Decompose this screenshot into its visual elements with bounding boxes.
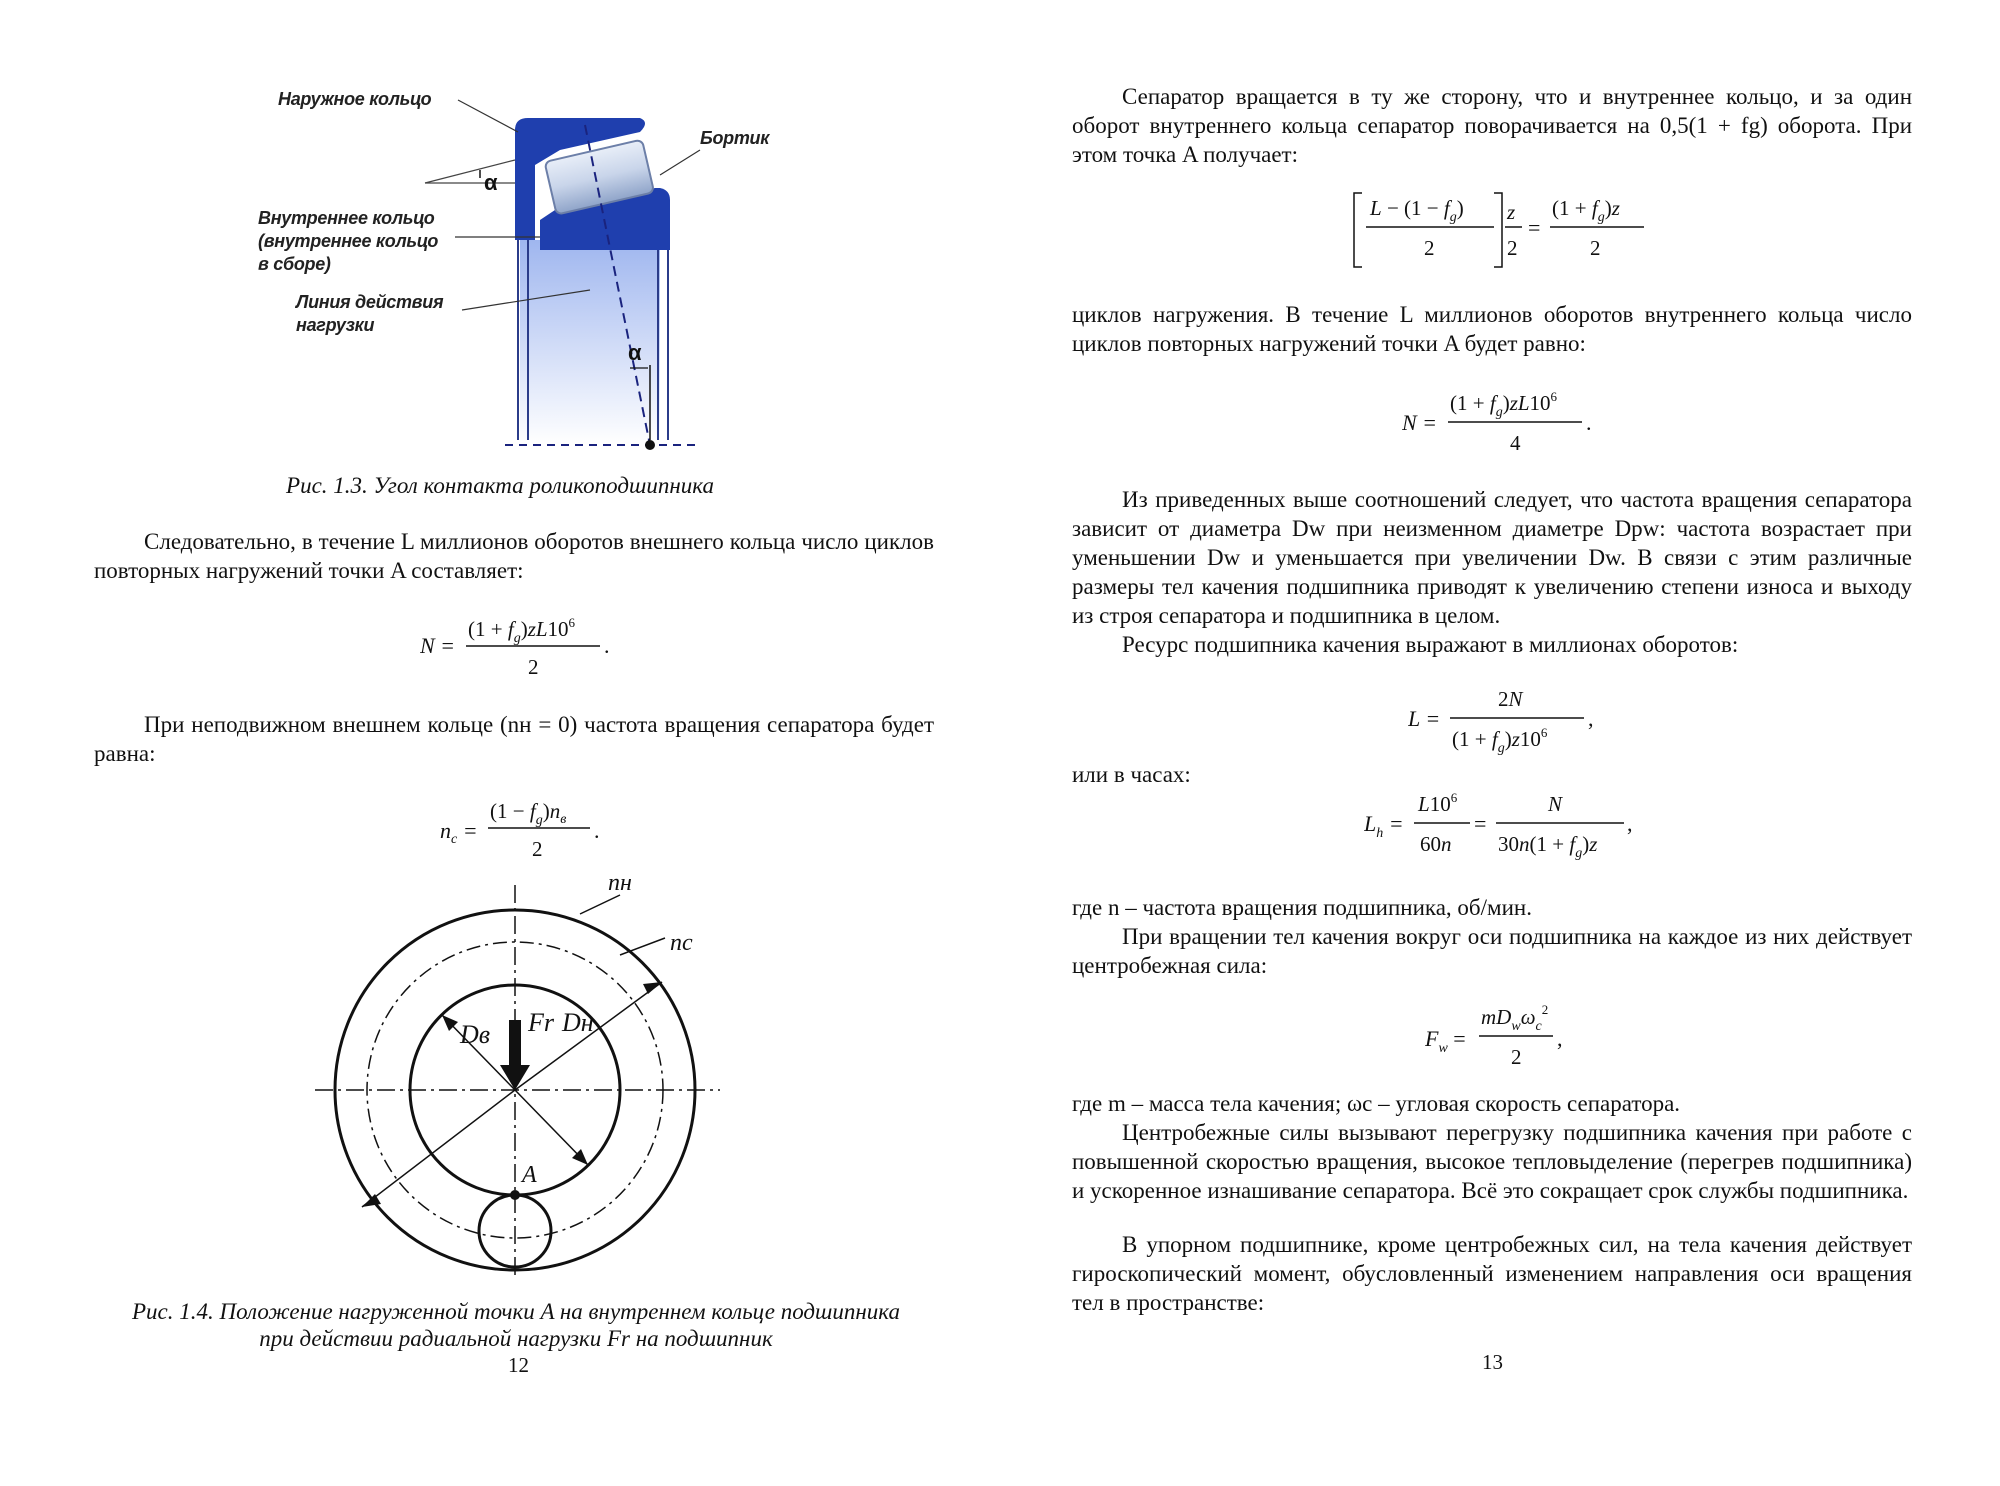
- svg-text:Fw =: $F_w$ =: [1425, 1026, 1466, 1056]
- svg-text:(1 + fg)z: $(1 + f_g)z$: [1552, 196, 1620, 225]
- svg-text:N =: N =: [1402, 410, 1438, 435]
- svg-text:4: 4: [1510, 431, 1521, 455]
- page-number-left: 12: [508, 1353, 529, 1377]
- svg-text:,: ,: [1588, 706, 1594, 731]
- label-n-cage: nc: [670, 930, 693, 956]
- svg-text:.: .: [1586, 410, 1592, 435]
- svg-text:z: z: [1507, 200, 1516, 224]
- svg-text:,: ,: [1557, 1026, 1563, 1051]
- left-formula-2: [440, 786, 620, 866]
- label-alpha-lower: α: [628, 340, 642, 365]
- figure-1-3-caption: Рис. 1.3. Угол контакта роликоподшипника: [286, 473, 714, 498]
- label-inner-ring-2: (внутреннее кольцо: [258, 231, 439, 251]
- page-number-right: 13: [1482, 1350, 1503, 1374]
- svg-text:nc =: $n_c$ =: [440, 818, 478, 847]
- label-n-outer: nн: [608, 870, 632, 896]
- right-formula-3: [1408, 680, 1608, 760]
- figure-1-3: [0, 0, 1000, 498]
- figure-1-4: [300, 870, 760, 1280]
- right-formula-1: [1352, 185, 1652, 275]
- left-paragraph-1: Следовательно, в течение L миллионов оборотов внешнего кольца число циклов повторных нагружений точки A составляет:: [94, 529, 934, 583]
- svg-text:(1 + fg)zL106: $(1 + f_g)zL10^6$: [468, 615, 576, 646]
- right-paragraph-3: Из приведенных выше соотношений следует, что частота вращения сепаратора зависит от диаметра Dw при неизменном диаметре Dpw: частота возрастает при уменьшении Dw и уменьшается при увеличении Dw. В связи с этим различные размеры тел качения подшипника приводят к увеличению степени износа и выходу из строя сепаратора и подшипника в целом.: [1072, 487, 1912, 628]
- right-paragraph-7: При вращении тел качения вокруг оси подшипника на каждое из них действует центробежная сила:: [1072, 924, 1912, 978]
- label-point-a: A: [522, 1162, 537, 1188]
- right-paragraph-4: Ресурс подшипника качения выражают в миллионах оборотов:: [1122, 632, 1739, 657]
- svg-text:30n(1 + fg)z: $30n(1 + f_g)z$: [1498, 832, 1598, 861]
- svg-text:2: 2: [1590, 236, 1601, 260]
- right-paragraph-2: циклов нагружения. В течение L миллионов оборотов внутреннего кольца число циклов повторных нагружений точки A будет равно:: [1072, 302, 1912, 356]
- svg-text:(1 + fg)z106: $(1 + f_g)z10^6$: [1452, 725, 1548, 756]
- svg-text:N =: N =: [420, 633, 456, 658]
- right-formula-2: [1402, 382, 1612, 462]
- svg-text:2N: 2N: [1498, 687, 1523, 711]
- right-paragraph-5: или в часах:: [1072, 762, 1191, 787]
- right-paragraph-1: Сепаратор вращается в ту же сторону, что и внутреннее кольцо, и за один оборот внутреннего кольца сепаратор поворачивается на 0,5(1 + fg) оборота. При этом точка A получает:: [1072, 84, 1912, 167]
- svg-text:.: .: [604, 633, 610, 658]
- label-inner-ring-1: Внутреннее кольцо: [258, 208, 435, 228]
- left-paragraph-2: При неподвижном внешнем кольце (nн = 0) частота вращения сепаратора будет равна:: [94, 712, 934, 766]
- svg-text:(1 + fg)zL106: $(1 + f_g)zL10^6$: [1450, 389, 1558, 420]
- label-force: Fr: [528, 1008, 554, 1037]
- svg-text:2: 2: [1511, 1045, 1522, 1069]
- right-formula-4: [1364, 785, 1644, 865]
- figure-1-4-caption-line-1: Рис. 1.4. Положение нагруженной точки A на внутреннем кольце подшипника: [131, 1299, 900, 1324]
- svg-text:,: ,: [1627, 811, 1633, 836]
- svg-text:L106: $L10^6$: [1418, 790, 1458, 816]
- right-page: [1000, 0, 2000, 1486]
- svg-text:=: =: [1528, 215, 1541, 240]
- label-load-line-2: нагрузки: [296, 315, 375, 335]
- left-formula-1: [420, 608, 620, 688]
- svg-text:L =: L =: [1408, 706, 1441, 731]
- right-paragraph-6: где n – частота вращения подшипника, об/мин.: [1072, 895, 1532, 920]
- svg-text:mDwωc2: $mD_w\omega_c^2$: [1481, 1002, 1549, 1034]
- svg-text:2: 2: [528, 655, 539, 679]
- svg-text:N: N: [1548, 792, 1563, 816]
- bearing-cross-section-diagram: [0, 0, 1000, 480]
- label-outer-ring: Наружное кольцо: [278, 89, 432, 109]
- label-d-outer: Dн: [562, 1008, 594, 1037]
- svg-text:=: =: [1474, 811, 1487, 836]
- svg-text:60n: 60n: [1420, 832, 1452, 856]
- right-formula-5: [1425, 998, 1585, 1078]
- svg-text:Lh =: $L_h$ =: [1364, 811, 1404, 841]
- svg-text:2: 2: [1424, 236, 1435, 260]
- right-paragraph-9: Центробежные силы вызывают перегрузку подшипника качения при работе с повышенной скоростью вращения, высокое тепловыделение (перегрев подшипника) и ускоренное изнашивание сепаратора. Всё это сокращает срок службы подшипника.: [1072, 1120, 1912, 1203]
- svg-text:L − (1 − fg): $L - (1 - f_g)$: [1370, 196, 1464, 225]
- figure-1-4-caption-line-2: при действии радиальной нагрузки Fr на подшипник: [259, 1326, 773, 1351]
- right-paragraph-8: где m – масса тела качения; ωc – угловая скорость сепаратора.: [1072, 1091, 1681, 1116]
- label-load-line-1: Линия действия: [296, 292, 444, 312]
- label-flange: Бортик: [700, 128, 770, 148]
- svg-text:2: 2: [1507, 236, 1518, 260]
- svg-text:.: .: [594, 818, 600, 843]
- label-alpha-upper: α: [484, 170, 498, 195]
- svg-text:2: 2: [532, 837, 543, 861]
- right-paragraph-10: В упорном подшипнике, кроме центробежных сил, на тела качения действует гироскопический момент, обусловленный изменением направления оси вращения тел в пространстве:: [1072, 1232, 1912, 1315]
- svg-text:(1 − fg)nв: $(1 - f_g)n_в$: [490, 799, 567, 828]
- label-inner-ring-3: в сборе): [258, 254, 331, 274]
- label-d-inner: Dв: [460, 1020, 491, 1049]
